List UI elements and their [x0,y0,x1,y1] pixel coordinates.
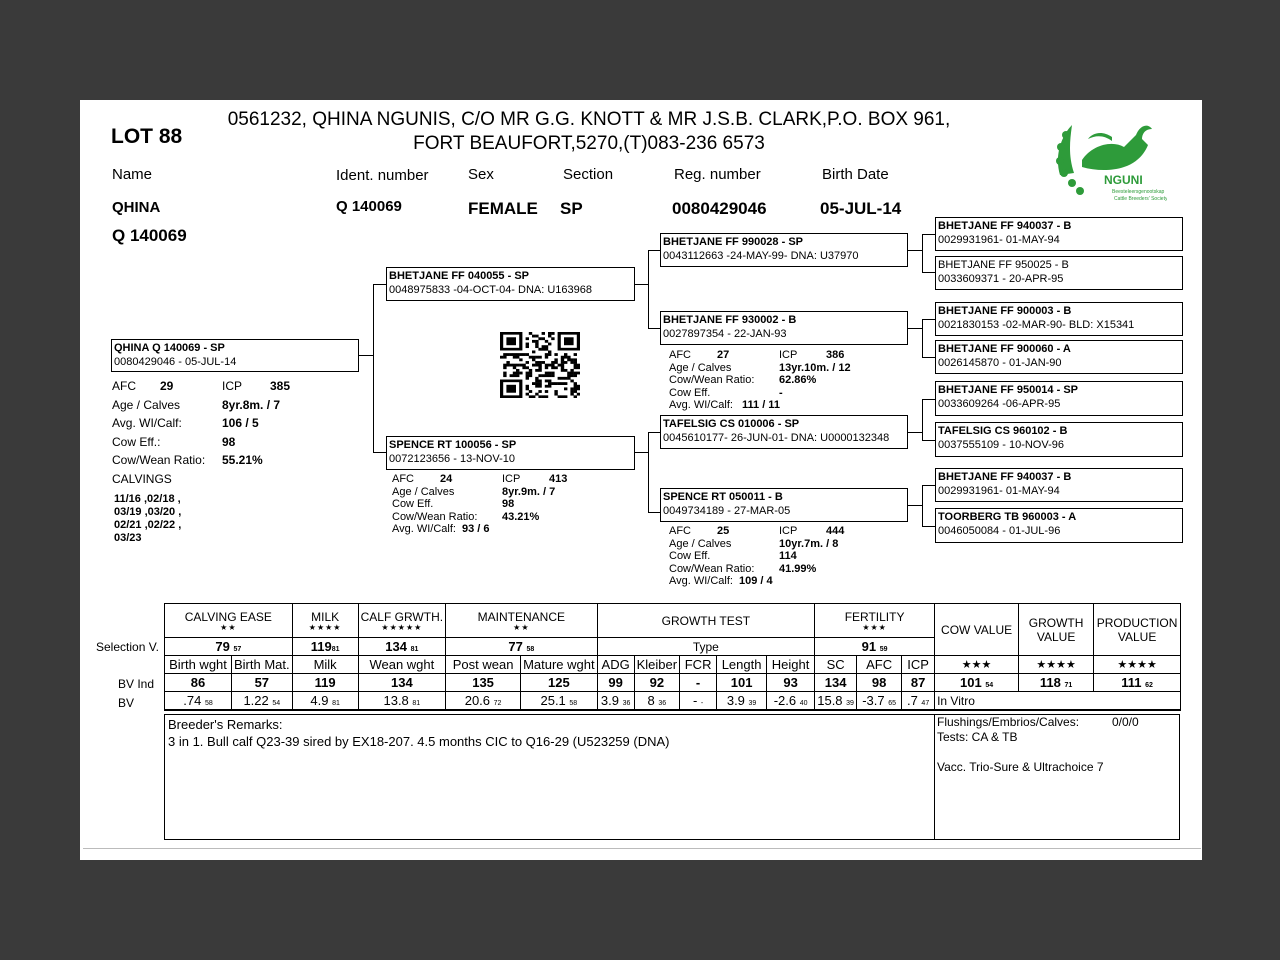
connector [908,328,922,329]
stat-label: Avg. WI/Calf: [112,416,182,430]
ancestor-sub: 0029931961- 01-MAY-94 [938,485,1060,497]
ancestor-sub: 0043112663 -24-MAY-99- DNA: U37970 [663,250,859,262]
connector [922,357,935,358]
flushings-label: Flushings/Embrios/Calves: [937,715,1080,729]
subject-stats [112,377,342,488]
connector [635,452,648,453]
ancestor-sub: 0021830153 -02-MAR-90- BLD: X15341 [938,319,1135,331]
connector [922,234,935,235]
vaccination-text: Vacc. Trio-Sure & Ultrachoice 7 [937,760,1104,774]
stat-label: ICP [779,525,798,537]
bv-cell: - - [680,692,717,711]
connector [922,272,935,273]
stat-label: Age / Calves [112,397,181,412]
stat-label: Cow Eff. [669,386,711,399]
bottom-rule [83,848,1201,849]
pedigree-ancestor [935,508,1183,543]
stat-label: Cow/Wean Ratio: [669,562,755,575]
pedigree-dam-sire [660,415,908,449]
ancestor-sub: 0046050084 - 01-JUL-96 [938,525,1061,537]
connector [908,250,922,251]
stat-label: AFC [669,349,691,361]
selection-milk: 11981 [292,638,358,656]
value-birth: 05-JUL-14 [820,199,902,218]
sire-sub: 0048975833 -04-OCT-04- DNA: U163968 [389,284,593,296]
connector [922,399,935,400]
bv-index-cell: 101 [717,674,767,692]
dam-sub: 0072123656 - 13-NOV-10 [389,453,515,465]
calvings-list [114,493,181,545]
column-header: Kleiber [634,656,679,674]
value-section: SP [560,199,583,218]
pedigree-dam [386,436,635,470]
column-header: Birth wght [165,656,232,674]
bv-cell: 25.1 58 [521,692,598,711]
pedigree-ancestor [935,381,1183,416]
bv-cell: .74 58 [165,692,232,711]
ancestor-sub: 0026145870 - 01-JAN-90 [938,357,1062,369]
logo-sub-1: Beesteleersgenootskap [1112,189,1165,195]
bv-cell: 8 36 [634,692,679,711]
stat-value: 413 [549,473,568,485]
in-vitro-label: In Vitro [935,692,1181,711]
value-reg: 0080429046 [672,199,767,218]
stat-value: 8yr.9m. / 7 [502,485,556,498]
logo-text: NGUNI [1104,173,1143,187]
header-maintenance: MAINTENANCE ★★ [446,604,598,638]
bv-cell: -3.7 65 [857,692,902,711]
stat-value: 55.21% [222,453,263,467]
bv-cell: 4.9 81 [292,692,358,711]
label-birth: Birth Date [822,166,889,183]
stat-value: 43.21% [502,510,540,523]
bv-index-cell: 119 [292,674,358,692]
ancestor-title: BHETJANE FF 990028 - SP [663,236,803,248]
column-header: Milk [292,656,358,674]
stat-label: ICP [502,473,521,485]
stat-value: 8yr.8m. / 7 [222,397,281,412]
ancestor-sub: 0027897354 - 22-JAN-93 [663,328,787,340]
stat-value: - [779,386,783,399]
lot-number: LOT 88 [111,125,183,148]
stat-value: 93 / 6 [462,523,490,535]
pedigree-sire-dam [660,311,908,345]
connector [648,432,649,512]
bv-index-cell: 134 [358,674,445,692]
dam-dam-stats [669,525,889,588]
pedigree-sire-sire [660,233,908,267]
connector [922,440,935,441]
connector [922,526,935,527]
ancestor-sub: 0029931961- 01-MAY-94 [938,234,1060,246]
bv-index-cell: - [680,674,717,692]
row-label-bvind: BV Ind [118,677,155,691]
ancestor-sub: 0033609371 - 20-APR-95 [938,273,1064,285]
pedigree-dam-dam [660,488,908,522]
stat-label: Age / Calves [669,361,732,374]
connector [373,284,374,452]
header-milk: MILK ★★★★ [292,604,358,638]
label-section: Section [563,166,614,183]
remarks-divider [934,715,935,839]
remarks-panel [164,714,1180,840]
label-name: Name [112,166,153,183]
bv-index-cell: 86 [165,674,232,692]
column-header: Length [717,656,767,674]
stat-label: Age / Calves [669,537,732,550]
pedigree-ancestor [935,256,1183,290]
stat-label: Cow/Wean Ratio: [392,510,478,523]
connector [922,485,923,526]
nguni-logo-icon [1052,115,1167,210]
header-calf-growth: CALF GRWTH. ★★★★★ [358,604,445,638]
ancestor-title: TAFELSIG CS 960102 - B [938,425,1068,437]
bv-index-cell: 125 [521,674,598,692]
calvings-label: CALVINGS [112,471,172,486]
selection-type: Type [597,638,814,656]
ancestor-title: SPENCE RT 050011 - B [663,491,783,503]
stat-value: 386 [826,349,845,361]
stat-label: Avg. WI/Calf: [669,575,733,587]
header-growth-test: GROWTH TEST [597,604,814,638]
calving-entry: 11/16 ,02/18 , [114,493,181,505]
remarks-label: Breeder's Remarks: [168,717,283,732]
growth-value: 118 71 [1019,674,1094,692]
connector [908,505,922,506]
stat-label: Age / Calves [392,485,455,498]
stat-label: AFC [392,473,414,485]
column-header: Birth Mat. [232,656,293,674]
ancestor-title: TOORBERG TB 960003 - A [938,511,1077,523]
lot-card [80,100,1202,860]
pedigree-ancestor [935,302,1183,336]
stat-label: Cow/Wean Ratio: [112,453,206,467]
stat-label: Cow Eff.: [112,434,161,449]
selection-fertility: 91 59 [815,638,935,656]
stat-value: 24 [440,473,453,485]
calving-entry: 02/21 ,02/22 , [114,519,182,531]
cow-value: 101 54 [935,674,1019,692]
bv-cell: .7 47 [902,692,935,711]
connector [922,319,935,320]
row-label-bv: BV [118,696,135,710]
connector [908,432,922,433]
owner-line-2: FORT BEAUFORT,5270,(T)083-236 6573 [413,133,765,154]
bv-index-cell: 99 [597,674,634,692]
tests-text: Tests: CA & TB [937,730,1018,744]
connector [648,328,660,329]
selection-calf-growth: 134 81 [358,638,445,656]
stat-label: ICP [222,379,243,393]
pedigree-subject [111,339,359,372]
pedigree-ancestor [935,340,1183,374]
header-fertility: FERTILITY ★★★ [815,604,935,638]
ancestor-sub: 0033609264 -06-APR-95 [938,398,1061,410]
connector [922,319,923,357]
stat-value: 13yr.10m. / 12 [779,361,851,374]
bv-index-cell: 134 [815,674,857,692]
stat-label: Cow Eff. [669,550,711,562]
bv-cell: 13.8 81 [358,692,445,711]
column-header: ADG [597,656,634,674]
stat-value: 27 [717,349,730,361]
header-calving-ease: CALVING EASE ★★ [165,604,293,638]
selection-maintenance: 77 58 [446,638,598,656]
flushings-value: 0/0/0 [1112,715,1139,729]
subject-title: QHINA Q 140069 - SP [114,342,225,354]
qr-code [500,332,580,398]
pedigree-ancestor [935,468,1183,502]
stat-label: Avg. WI/Calf: [669,399,733,411]
stat-value: 114 [779,550,797,562]
bv-cell: 3.9 36 [597,692,634,711]
remarks-text: 3 in 1. Bull calf Q23-39 sired by EX18-207. 4.5 months CIC to Q16-29 (U523259 (DNA) [168,734,670,749]
stat-value: 109 / 4 [739,575,773,587]
column-header-row [165,656,1181,674]
production-value: 111 62 [1094,674,1181,692]
ancestor-title: BHETJANE FF 940037 - B [938,471,1072,483]
header-production-value-stars: ★★★★ [1094,656,1181,674]
bv-index-cell: 98 [857,674,902,692]
column-header: AFC [857,656,902,674]
nguni-logo [1052,115,1167,210]
connector [373,452,386,453]
subject-sub: 0080429046 - 05-JUL-14 [114,356,237,368]
stat-label: Avg. WI/Calf: [392,523,456,535]
bv-index-cell: 87 [902,674,935,692]
connector [373,284,386,285]
label-sex: Sex [468,166,494,183]
pedigree-ancestor [935,217,1183,251]
column-header: SC [815,656,857,674]
ancestor-sub: 0037555109 - 10-NOV-96 [938,439,1064,451]
bv-index-cell: 135 [446,674,521,692]
ancestor-title: BHETJANE FF 930002 - B [663,314,797,326]
column-header: Wean wght [358,656,445,674]
stat-value: 10yr.7m. / 8 [779,537,839,550]
selection-calving-ease: 79 57 [165,638,293,656]
ancestor-sub: 0045610177- 26-JUN-01- DNA: U0000132348 [663,432,890,444]
connector [648,250,649,328]
ancestor-title: BHETJANE FF 950025 - B [938,259,1069,271]
connector [359,355,373,356]
ancestor-title: BHETJANE FF 950014 - SP [938,384,1078,396]
stat-value: 98 [222,434,236,449]
logo-sub-2: Cattle Breeders' Society [1114,196,1167,202]
dam-stats [392,473,612,536]
connector [922,399,923,440]
bv-index-cell: 93 [767,674,815,692]
ancestor-sub: 0049734189 - 27-MAR-05 [663,505,791,517]
bv-cell: -2.6 40 [767,692,815,711]
pedigree-sire [386,267,635,301]
connector [922,485,935,486]
owner-block [80,108,1098,156]
ancestor-title: BHETJANE FF 940037 - B [938,220,1072,232]
stat-label: Cow Eff. [392,498,434,510]
ancestor-title: TAFELSIG CS 010006 - SP [663,418,800,430]
bv-cell: 1.22 54 [232,692,293,711]
column-header: Mature wght [521,656,598,674]
value-sex: FEMALE [468,199,538,218]
bv-index-cell: 92 [634,674,679,692]
label-ident: Ident. number [336,167,429,184]
dam-title: SPENCE RT 100056 - SP [389,439,517,451]
stat-value: 444 [826,525,845,537]
header-growth-value-stars: ★★★★ [1019,656,1094,674]
label-reg: Reg. number [674,166,761,183]
column-header: FCR [680,656,717,674]
owner-line-1: 0561232, QHINA NGUNIS, C/O MR G.G. KNOTT & MR J.S.B. CLARK,P.O. BOX 961, [227,109,951,130]
sire-title: BHETJANE FF 040055 - SP [389,270,529,282]
header-cow-value: COW VALUE [935,604,1019,656]
bv-cell: 3.9 39 [717,692,767,711]
stat-label: Cow/Wean Ratio: [669,374,755,386]
genetic-table [164,603,1181,711]
bv-index-cell: 57 [232,674,293,692]
stat-value: 98 [502,498,515,510]
stat-label: AFC [112,379,136,393]
ancestor-title: BHETJANE FF 900003 - B [938,305,1072,317]
stat-label: ICP [779,349,798,361]
row-label-selection: Selection V. [96,640,159,654]
bv-row [165,692,1181,711]
bv-index-row [165,674,1181,692]
stat-value: 385 [270,379,291,393]
header-cow-value-stars: ★★★ [935,656,1019,674]
column-header: Post wean [446,656,521,674]
value-name: QHINA [112,199,161,216]
stat-value: 25 [717,525,730,537]
stat-value: 29 [160,379,174,393]
calving-entry: 03/23 [114,532,142,544]
pedigree-ancestor [935,422,1183,457]
connector [648,250,660,251]
value-ident: Q 140069 [336,198,402,215]
stat-value: 111 / 11 [742,399,780,411]
connector [635,284,648,285]
bv-cell: 20.6 72 [446,692,521,711]
column-header: ICP [902,656,935,674]
bv-cell: 15.8 39 [815,692,857,711]
calving-entry: 03/19 ,03/20 , [114,506,182,518]
connector [648,512,660,513]
stat-label: AFC [669,525,691,537]
ancestor-title: BHETJANE FF 900060 - A [938,343,1071,355]
header-growth-value: GROWTH VALUE [1019,604,1094,656]
connector [922,234,923,272]
stat-value: 41.99% [779,562,817,575]
sire-dam-stats [669,349,889,412]
value-name-ident: Q 140069 [112,226,187,245]
stat-value: 62.86% [779,374,817,386]
column-header: Height [767,656,815,674]
header-production-value: PRODUCTION VALUE [1094,604,1181,656]
connector [648,432,660,433]
qr-code-icon [500,332,580,398]
stat-value: 106 / 5 [222,416,259,430]
